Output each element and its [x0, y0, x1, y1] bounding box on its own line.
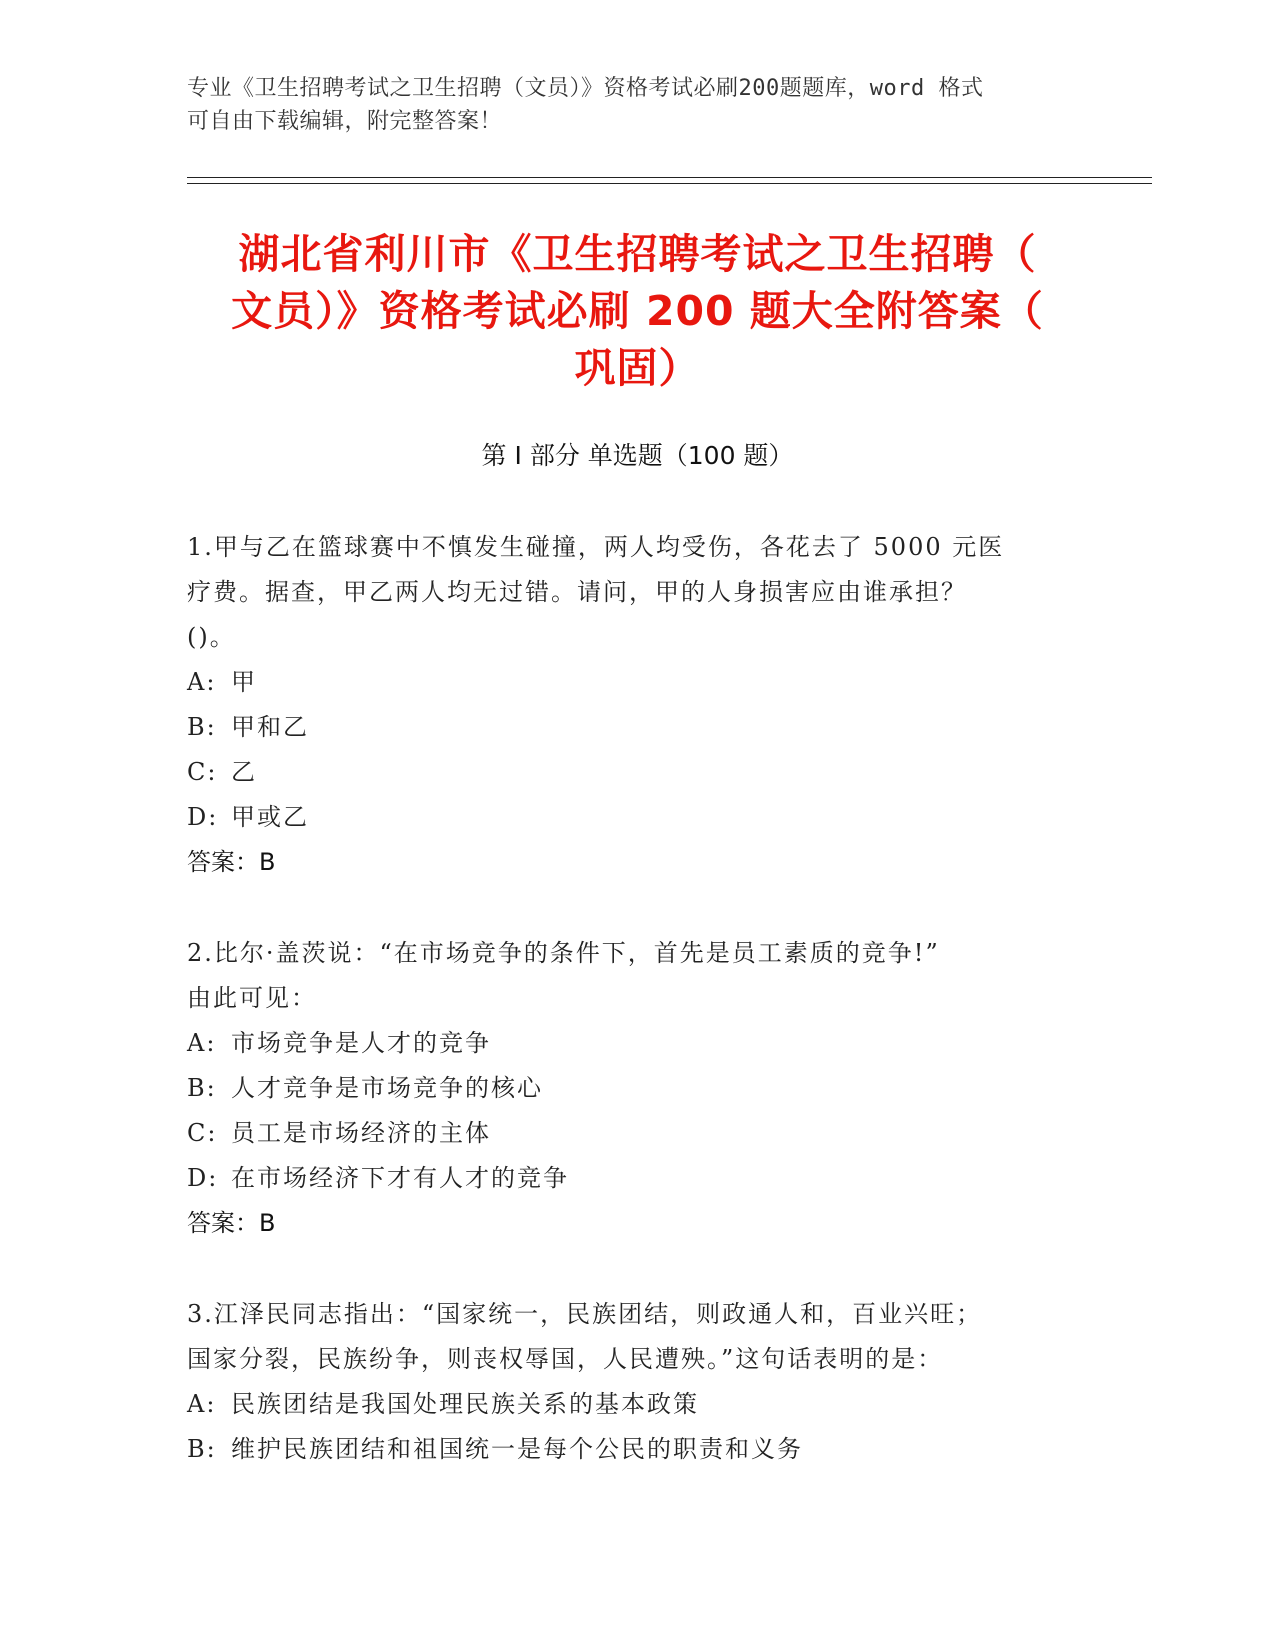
- option-text: 人才竞争是市场竞争的核心: [231, 1074, 543, 1102]
- header-divider: [187, 177, 1152, 178]
- option-b: [187, 1427, 1087, 1472]
- option-text: 在市场经济下才有人才的竞争: [231, 1164, 569, 1192]
- option-text: 员工是市场经济的主体: [231, 1119, 491, 1147]
- option-text: 甲或乙: [231, 803, 309, 831]
- question-text: 3.江泽民同志指出：“国家统一，民族团结，则政通人和，百业兴旺；: [187, 1300, 983, 1328]
- option-label: A:: [187, 668, 217, 696]
- option-label: A:: [187, 1029, 217, 1057]
- question-list: [187, 525, 1087, 1518]
- option-c: [187, 750, 1087, 795]
- option-label: B:: [187, 713, 217, 741]
- option-a: [187, 660, 1087, 705]
- header-divider: [187, 183, 1152, 184]
- option-text: 民族团结是我国处理民族关系的基本政策: [231, 1390, 699, 1418]
- header-note: [187, 72, 1067, 138]
- option-text: 市场竞争是人才的竞争: [231, 1029, 491, 1057]
- option-a: [187, 1382, 1087, 1427]
- title-line: 文员）》资格考试必刷 200 题大全附答案（: [231, 287, 1044, 335]
- option-b: [187, 705, 1087, 750]
- question-3: [187, 1292, 1087, 1472]
- answer: 答案：B: [187, 1209, 276, 1237]
- option-label: D:: [187, 1164, 219, 1192]
- question-text: 疗费。据查，甲乙两人均无过错。请问，甲的人身损害应由谁承担？: [187, 578, 967, 606]
- option-d: [187, 795, 1087, 840]
- option-label: C:: [187, 1119, 218, 1147]
- section-heading: 第 I 部分 单选题（100 题）: [481, 441, 794, 470]
- title-line: 巩固）: [574, 344, 701, 392]
- question-text: 国家分裂，民族纷争，则丧权辱国，人民遭殃。”这句话表明的是：: [187, 1345, 944, 1373]
- option-label: C:: [187, 758, 218, 786]
- option-d: [187, 1156, 1087, 1201]
- option-label: B:: [187, 1435, 217, 1463]
- header-note-line: 可自由下载编辑，附完整答案！: [187, 109, 503, 134]
- document-title: [150, 226, 1125, 397]
- option-c: [187, 1111, 1087, 1156]
- question-text: 2.比尔·盖茨说：“在市场竞争的条件下，首先是员工素质的竞争!”: [187, 939, 940, 967]
- title-line: 湖北省利川市《卫生招聘考试之卫生招聘（: [238, 230, 1037, 278]
- option-text: 甲和乙: [231, 713, 309, 741]
- option-a: [187, 1021, 1087, 1066]
- option-label: D:: [187, 803, 219, 831]
- option-label: A:: [187, 1390, 217, 1418]
- option-text: 维护民族团结和祖国统一是每个公民的职责和义务: [231, 1435, 803, 1463]
- option-text: 乙: [231, 758, 257, 786]
- question-text: 由此可见：: [187, 984, 317, 1012]
- question-1: [187, 525, 1087, 885]
- question-text: ()。: [187, 623, 236, 651]
- option-text: 甲: [231, 668, 257, 696]
- option-label: B:: [187, 1074, 217, 1102]
- question-text: 1.甲与乙在篮球赛中不慎发生碰撞，两人均受伤，各花去了 5000 元医: [187, 533, 1005, 561]
- question-2: [187, 931, 1087, 1246]
- header-note-line: 专业《卫生招聘考试之卫生招聘（文员）》资格考试必刷200题题库，word 格式: [187, 76, 984, 101]
- option-b: [187, 1066, 1087, 1111]
- answer: 答案：B: [187, 848, 276, 876]
